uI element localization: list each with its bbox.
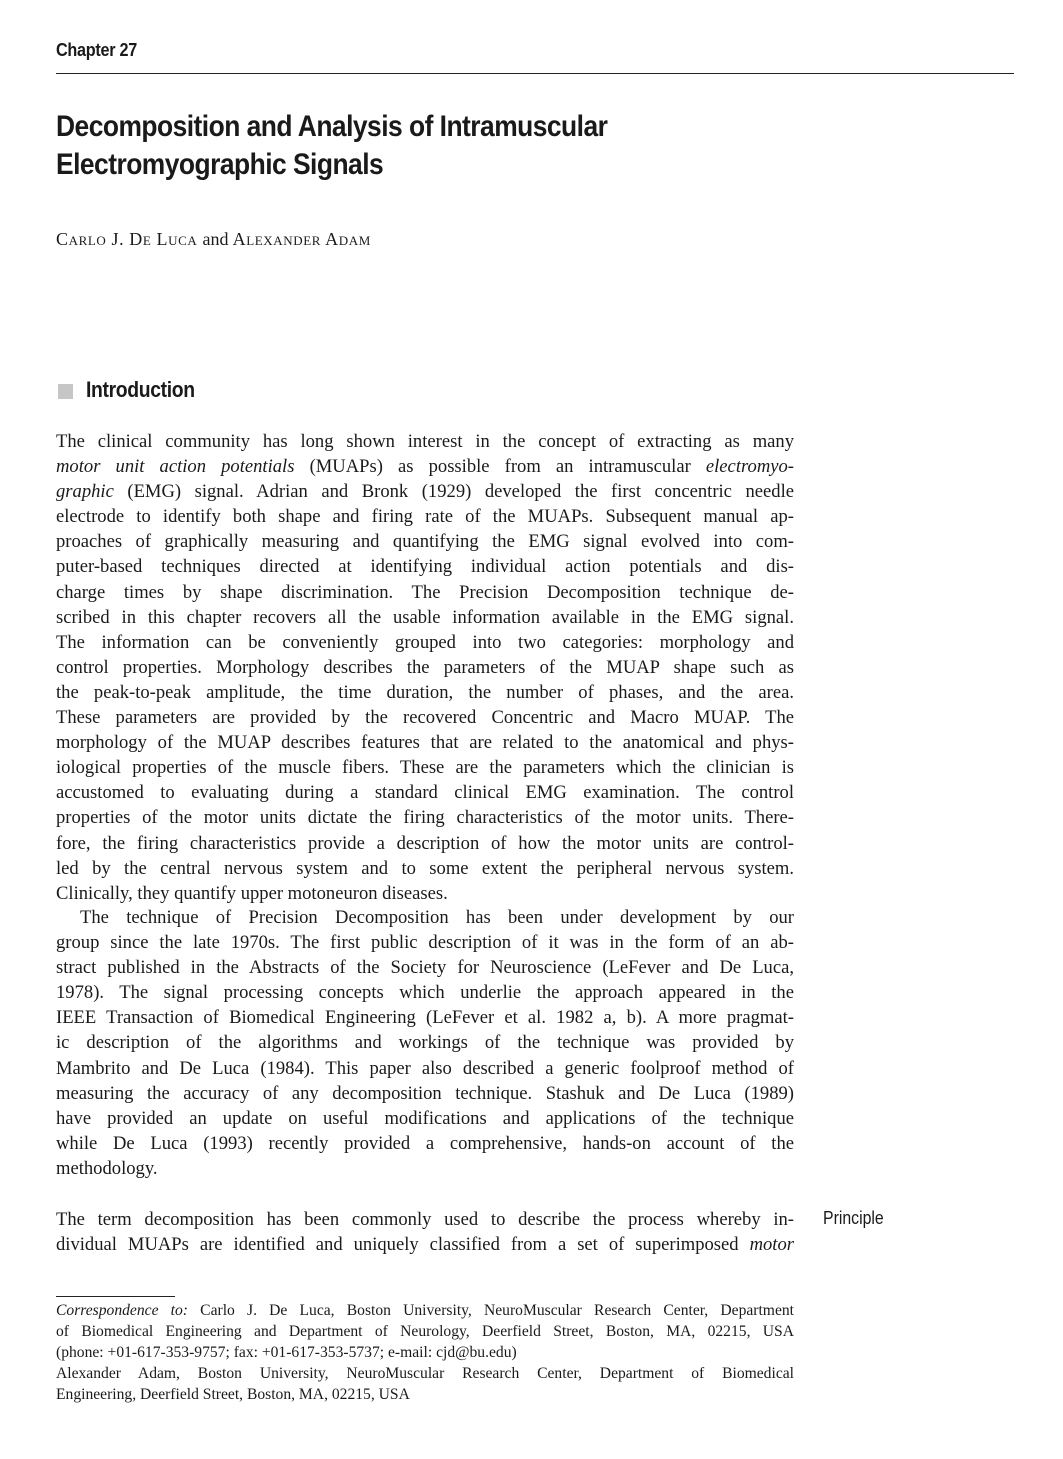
text-line: measuring the accuracy of any decomposition technique. Stashuk and De Luca (1989) — [56, 1082, 794, 1104]
footnote-rule — [56, 1296, 175, 1297]
author-conjunction: and — [202, 229, 229, 249]
author-1: Carlo J. De Luca — [56, 229, 198, 249]
text-line: Clinically, they quantify upper motoneuron diseases. — [56, 882, 448, 904]
text-line: ic description of the algorithms and workings of the technique was provided by — [56, 1032, 794, 1054]
text-line: scribed in this chapter recovers all the usable information available in the EMG signal. — [56, 606, 794, 628]
text-line: (phone: +01-617-353-9757; fax: +01-617-353-5737; e-mail: cjd@bu.edu) — [56, 1344, 517, 1361]
text-line: led by the central nervous system and to some extent the peripheral nervous system. — [56, 857, 794, 879]
text-line: properties of the motor units dictate the firing characteristics of the motor units. There- — [56, 807, 794, 829]
author-2: Alexander Adam — [232, 229, 371, 249]
text-line: while De Luca (1993) recently provided a comprehensive, hands-on account of the — [56, 1132, 794, 1154]
chapter-label: Chapter 27 — [56, 40, 138, 60]
margin-note: Principle — [823, 1208, 884, 1228]
text-line: group since the late 1970s. The first public description of it was in the form of an ab- — [56, 932, 794, 954]
title-line-1: Decomposition and Analysis of Intramuscular — [56, 110, 608, 143]
title-line-2: Electromyographic Signals — [56, 148, 384, 181]
text-line: of Biomedical Engineering and Department of Neurology, Deerfield Street, Boston, MA, 02215, USA — [56, 1323, 794, 1340]
page-title — [56, 108, 690, 184]
text-line: proaches of graphically measuring and quantifying the EMG signal evolved into com- — [56, 531, 794, 553]
section-heading — [58, 377, 210, 403]
paragraph-3 — [56, 1207, 794, 1257]
text-line: control properties. Morphology describes the parameters of the MUAP shape such as — [56, 656, 794, 678]
text-line: accustomed to evaluating during a standard clinical EMG examination. The control — [56, 782, 794, 804]
footnote — [56, 1300, 794, 1405]
text-line: The information can be conveniently grouped into two categories: morphology and — [56, 631, 794, 653]
text-line: graphic (EMG) signal. Adrian and Bronk (1929) developed the first concentric needle — [56, 481, 794, 503]
text-line: motor unit action potentials (MUAPs) as possible from an intramuscular electromyo- — [56, 456, 794, 478]
header-rule — [56, 73, 1014, 74]
text-line: stract published in the Abstracts of the Society for Neuroscience (LeFever and De Luca, — [56, 957, 794, 979]
text-line: The term decomposition has been commonly used to describe the process whereby in- — [56, 1209, 794, 1230]
text-line: methodology. — [56, 1157, 158, 1179]
text-line: electrode to identify both shape and firing rate of the MUAPs. Subsequent manual ap- — [56, 506, 794, 528]
text-line: 1978). The signal processing concepts which underlie the approach appeared in the — [56, 982, 794, 1004]
text-line: Engineering, Deerfield Street, Boston, MA, 02215, USA — [56, 1386, 410, 1403]
text-line: The technique of Precision Decomposition has been under development by our — [80, 907, 794, 928]
section-title: Introduction — [86, 377, 195, 402]
text-line: Alexander Adam, Boston University, NeuroMuscular Research Center, Department of Biomedical — [56, 1365, 794, 1382]
text-line: These parameters are provided by the recovered Concentric and Macro MUAP. The — [56, 707, 794, 729]
section-square-icon — [58, 384, 73, 399]
text-line: The clinical community has long shown interest in the concept of extracting as many — [56, 431, 794, 452]
text-line: the peak-to-peak amplitude, the time duration, the number of phases, and the area. — [56, 681, 794, 703]
text-line: IEEE Transaction of Biomedical Engineering (LeFever et al. 1982 a, b). A more pragmat- — [56, 1007, 794, 1029]
text-line: morphology of the MUAP describes features that are related to the anatomical and phys- — [56, 732, 794, 754]
text-line: fore, the firing characteristics provide a description of how the motor units are control- — [56, 832, 794, 854]
authors — [56, 229, 371, 250]
text-line: dividual MUAPs are identified and uniquely classified from a set of superimposed motor — [56, 1234, 794, 1256]
text-line: have provided an update on useful modifications and applications of the technique — [56, 1107, 794, 1129]
text-line: iological properties of the muscle fibers. These are the parameters which the clinician is — [56, 757, 794, 779]
text-line: Correspondence to: Carlo J. De Luca, Boston University, NeuroMuscular Research Center, Department — [56, 1302, 794, 1319]
paragraph-1 — [56, 429, 794, 906]
text-line: charge times by shape discrimination. The Precision Decomposition technique de- — [56, 581, 794, 603]
text-line: Mambrito and De Luca (1984). This paper also described a generic foolproof method of — [56, 1057, 794, 1079]
text-line: puter-based techniques directed at identifying individual action potentials and dis- — [56, 556, 794, 578]
paragraph-2 — [56, 905, 794, 1181]
